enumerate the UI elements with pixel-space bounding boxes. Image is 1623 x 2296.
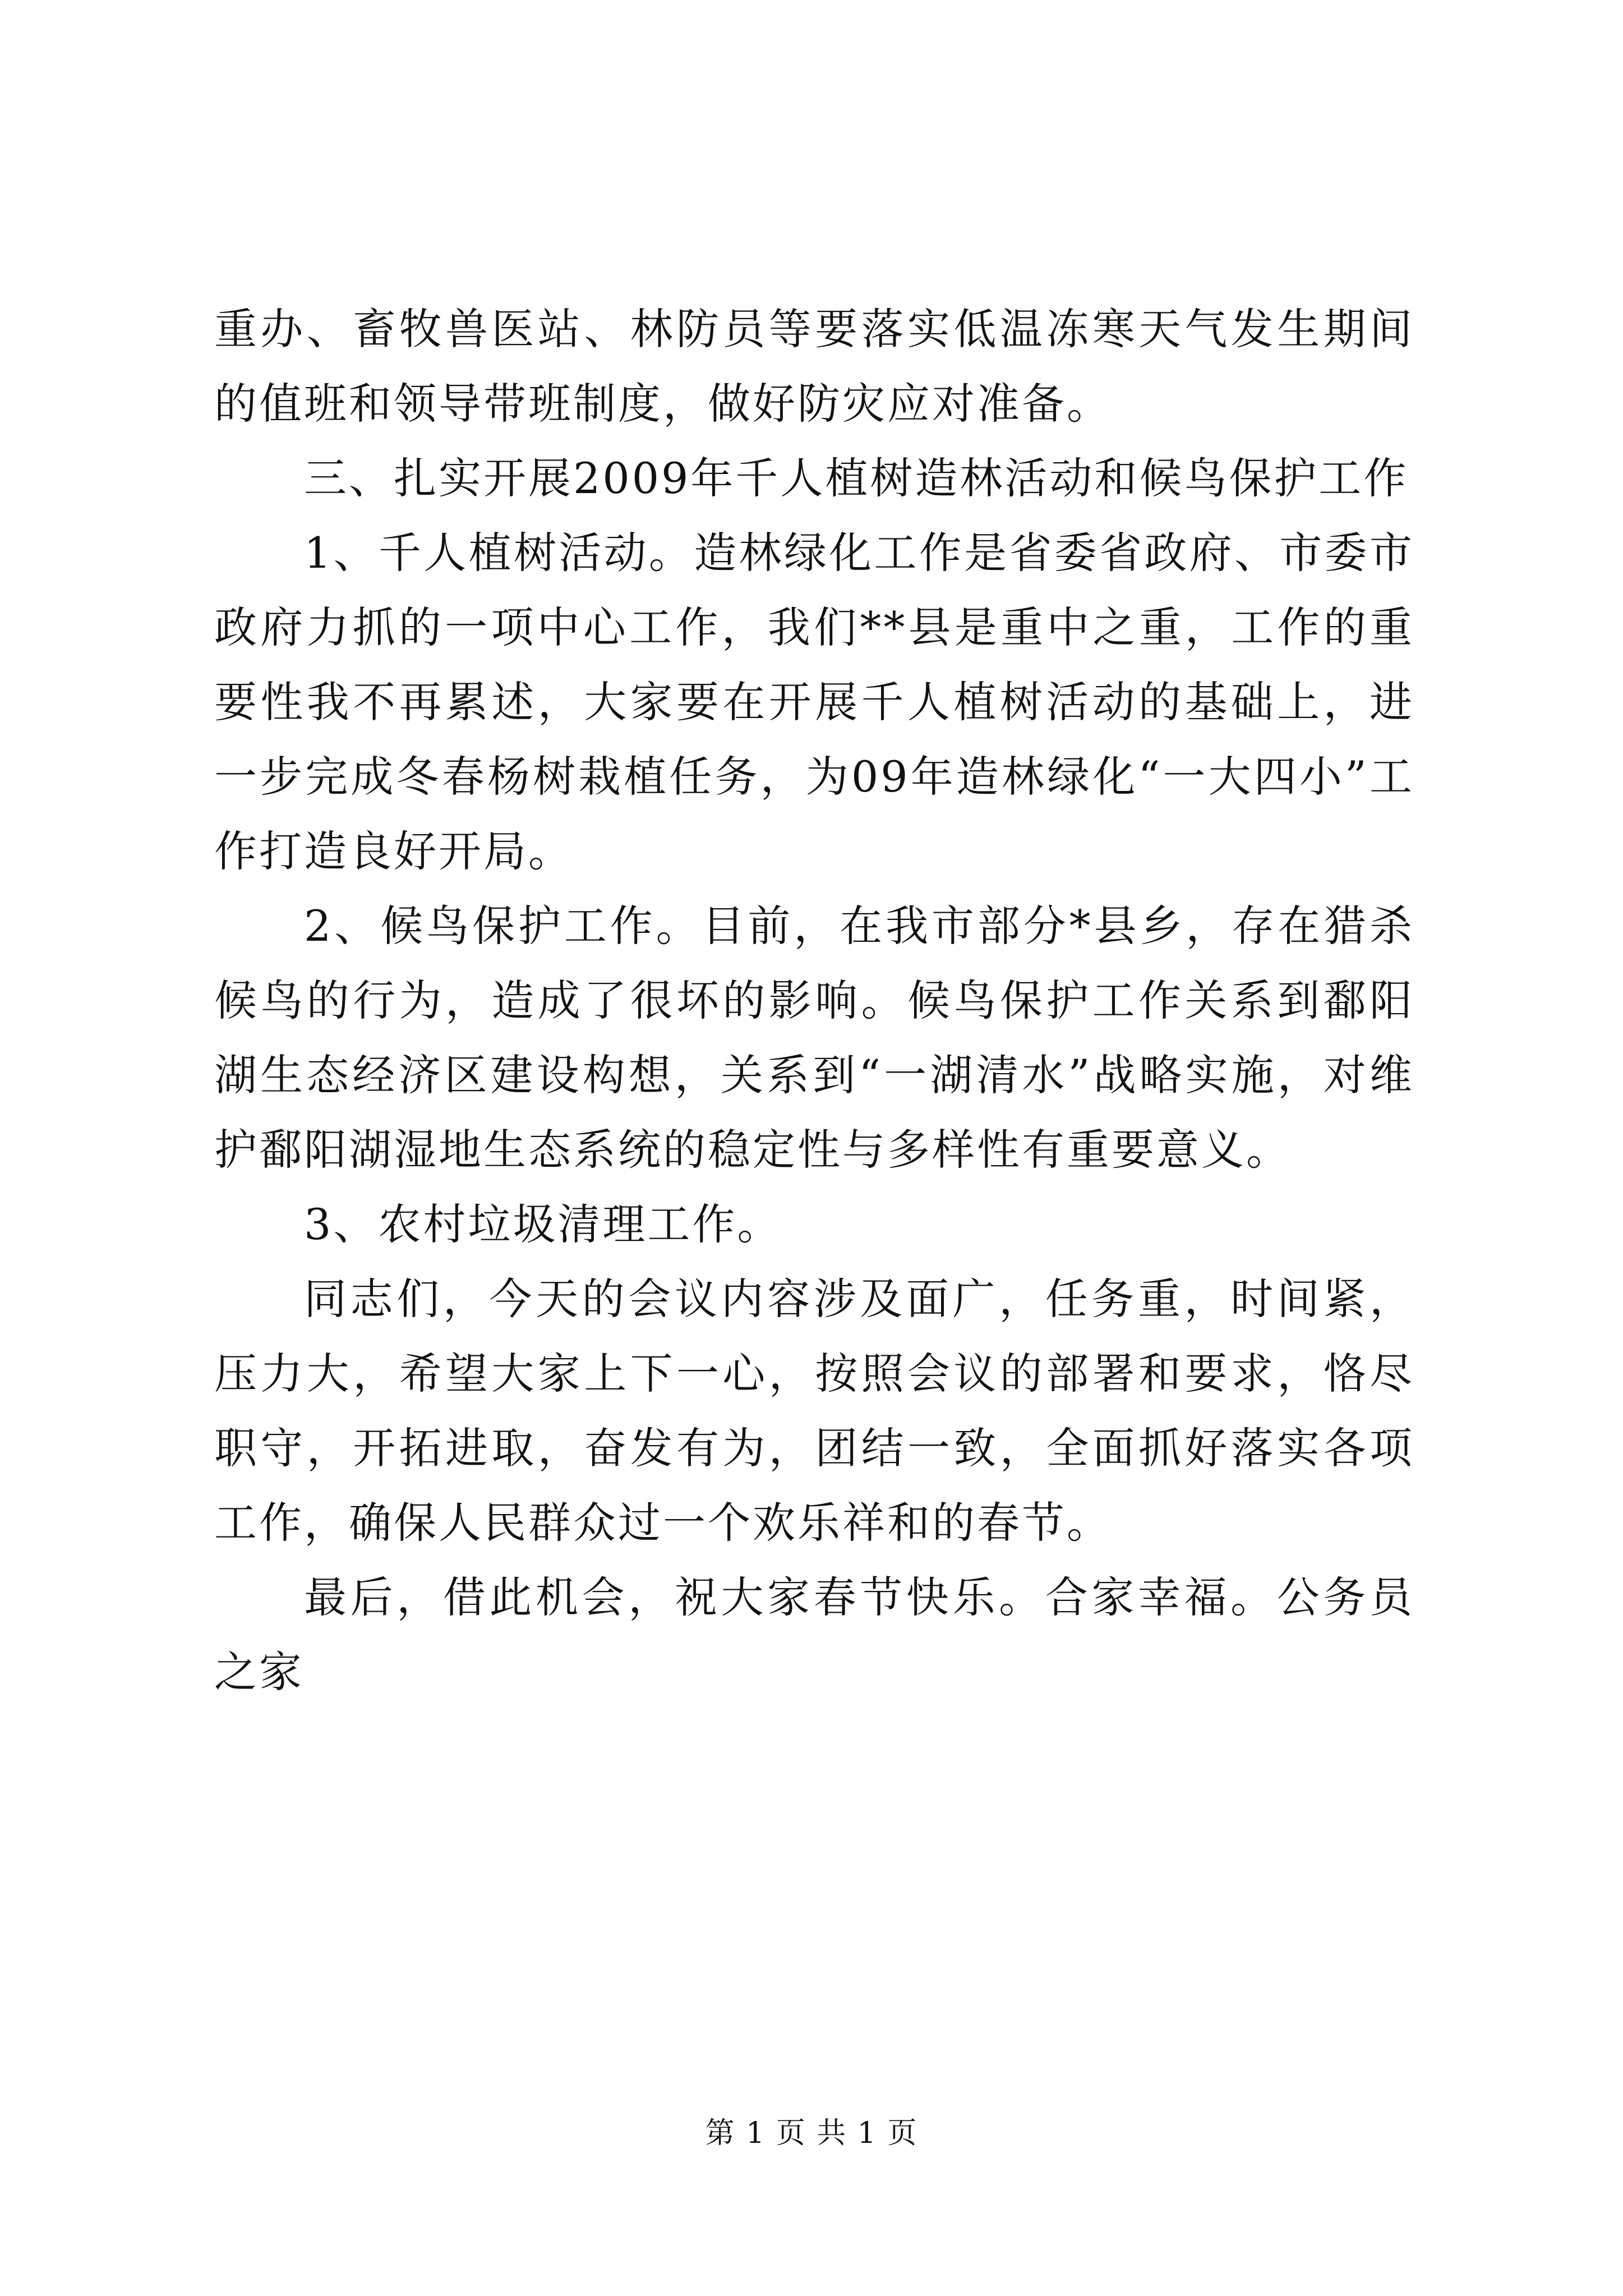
document-body [214,292,1414,1709]
paragraph-tree-planting: 1、千人植树活动。造林绿化工作是省委省政府、市委市政府力抓的一项中心工作，我们**县是重中之重，工作的重要性我不再累述，大家要在开展千人植树活动的基础上，进一步完成冬春杨树栽植任务，为09年造林绿化“一大四小”工作打造良好开局。 [214,528,1414,876]
paragraph-continuation: 重办、畜牧兽医站、林防员等要落实低温冻寒天气发生期间的值班和领导带班制度，做好防灾应对准备。 [214,304,1414,429]
paragraph-closing-remarks: 同志们，今天的会议内容涉及面广，任务重，时间紧，压力大，希望大家上下一心，按照会议的部署和要求，恪尽职守，开拓进取，奋发有为，团结一致，全面抓好落实各项工作，确保人民群众过一个欢乐祥和的春节。 [214,1274,1414,1548]
paragraph-final-wishes: 最后，借此机会，祝大家春节快乐。合家幸福。公务员之家 [214,1572,1414,1697]
page-number-footer: 第 1 页 共 1 页 [705,2116,918,2150]
paragraph-bird-protection: 2、候鸟保护工作。目前，在我市部分*县乡，存在猎杀候鸟的行为，造成了很坏的影响。候鸟保护工作关系到鄱阳湖生态经济区建设构想，关系到“一湖清水”战略实施，对维护鄱阳湖湿地生态系统的稳定性与多样性有重要意义。 [214,901,1414,1175]
section-heading: 三、扎实开展2009年千人植树造林活动和候鸟保护工作 [304,453,1409,503]
paragraph-garbage-cleanup: 3、农村垃圾清理工作。 [304,1199,782,1249]
